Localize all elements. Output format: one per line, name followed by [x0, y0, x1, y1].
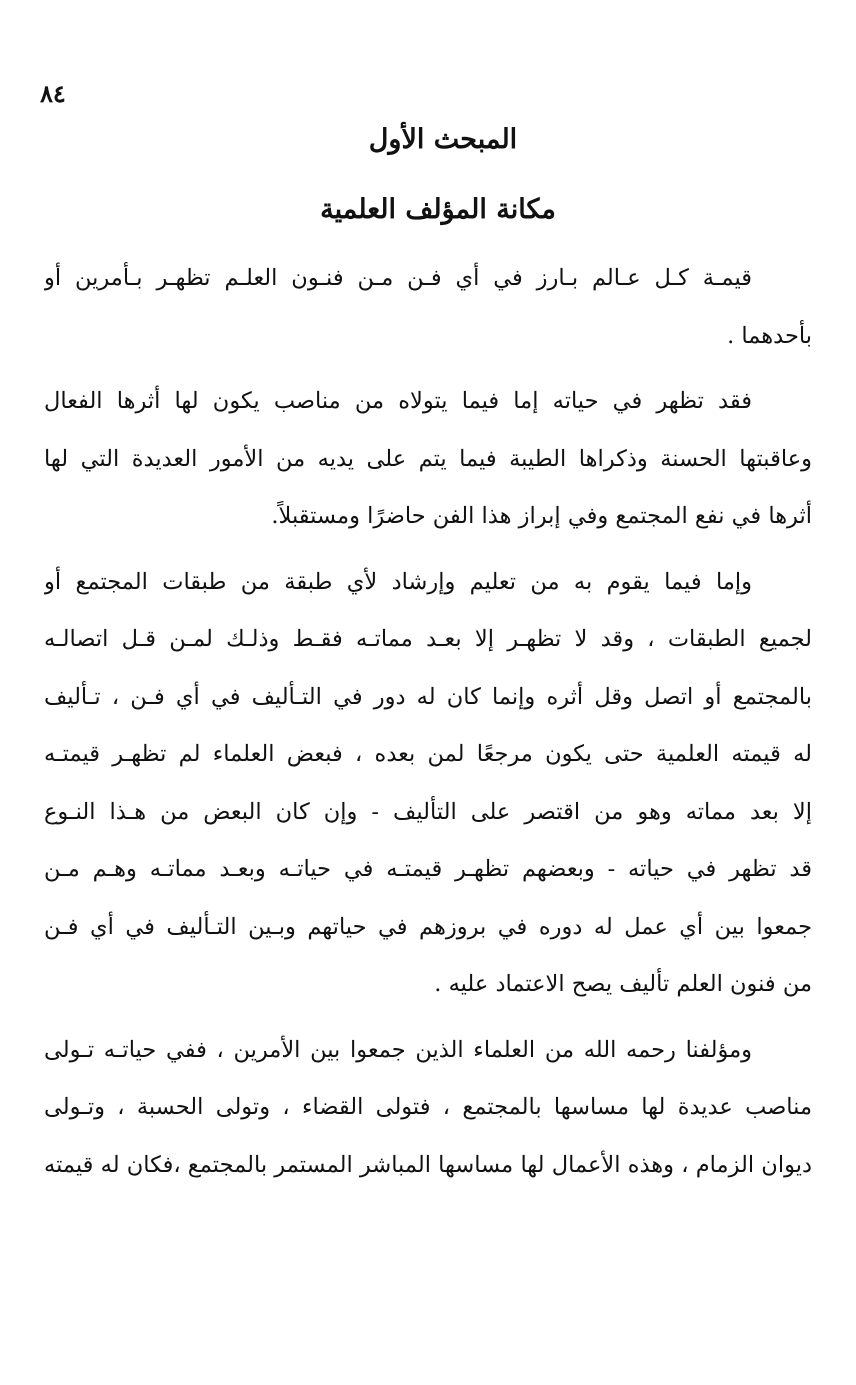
- paragraph-line: مناصب عديدة لها مساسها بالمجتمع ، فتولى القضاء ، وتولى الحسبة ، وتـولى: [44, 1094, 812, 1120]
- paragraph-line: ديوان الزمام ، وهذه الأعمال لها مساسها المباشر المستمر بالمجتمع ،فكان له قيمته: [44, 1151, 812, 1178]
- section-subtitle: مكانة المؤلف العلمية: [320, 194, 556, 225]
- paragraph-line: إلا بعد مماته وهو من اقتصر على التأليف - وإن كان البعض من هـذا النـوع: [44, 798, 812, 825]
- page-number: ٨٤: [40, 79, 66, 108]
- paragraph-line: وعاقبتها الحسنة وذكراها الطيبة فيما يتم على يديه من الأمور العديدة التي لها: [44, 445, 812, 472]
- paragraph-3: [44, 554, 812, 1014]
- paragraph-line: جمعوا بين أي عمل له دوره في بروزهم في حياتهم وبـين التـأليف في أي فـن: [44, 913, 812, 940]
- paragraph-line: قيمـة كـل عـالم بـارز في أي فـن مـن فنـون العلـم تظهـر بـأمرين أو: [44, 265, 752, 291]
- paragraph-4: [44, 1022, 812, 1195]
- paragraph-line: ومؤلفنا رحمه الله من العلماء الذين جمعوا بين الأمرين ، ففي حياتـه تـولى: [44, 1036, 752, 1063]
- paragraph-line: له قيمته العلمية حتى يكون مرجعًا لمن بعده ، فبعض العلماء لم تظهـر قيمتـه: [44, 741, 812, 767]
- section-title: المبحث الأول: [368, 124, 518, 155]
- paragraph-line: من فنون العلم تأليف يصح الاعتماد عليه .: [434, 971, 812, 997]
- paragraph-line: وإما فيما يقوم به من تعليم وإرشاد لأي طبقة من طبقات المجتمع أو: [44, 568, 752, 595]
- paragraph-line: قد تظهر في حياته - وبعضهم تظهـر قيمتـه في حياتـه وبعـد مماتـه وهـم مـن: [44, 856, 812, 882]
- paragraph-1: [44, 250, 812, 365]
- paragraph-line: أثرها في نفع المجتمع وفي إبراز هذا الفن حاضرًا ومستقبلاً.: [271, 503, 812, 529]
- paragraph-2: [44, 373, 812, 546]
- body-text: [44, 250, 812, 1194]
- paragraph-line: فقد تظهر في حياته إما فيما يتولاه من مناصب يكون لها أثرها الفعال: [44, 388, 752, 414]
- paragraph-line: لجميع الطبقات ، وقد لا تظهـر إلا بعـد مماتـه فقـط وذلـك لمـن قـل اتصالـه: [44, 626, 812, 652]
- paragraph-line: بالمجتمع أو اتصل وقل أثره وإنما كان له دور في التـأليف في أي فـن ، تـأليف: [44, 683, 812, 710]
- paragraph-line: بأحدهما .: [727, 322, 812, 349]
